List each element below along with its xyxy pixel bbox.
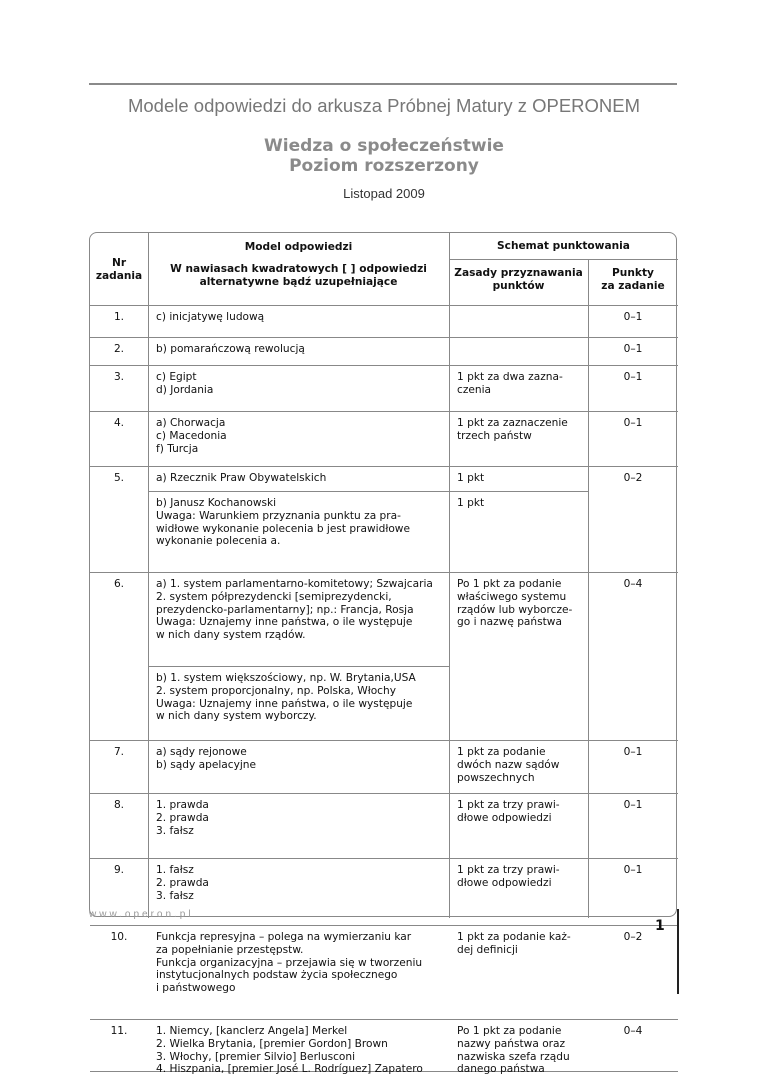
row-8-rule: 1 pkt za trzy prawi- dłowe odpowiedzi	[457, 799, 560, 824]
top-rule	[89, 83, 677, 85]
row-3-nr: 3.	[113, 371, 125, 383]
row-6-rule: Po 1 pkt za podanie właściwego systemu rządów lub wyborcze- go i nazwę państwa	[457, 578, 573, 629]
row-4-answer: a) Chorwacja c) Macedonia f) Turcja	[156, 417, 227, 455]
row-7-nr: 7.	[113, 746, 125, 758]
row-5-points: 0–2	[623, 472, 643, 484]
row-4-nr: 4.	[113, 417, 125, 429]
row-11-answer: 1. Niemcy, [kanclerz Angela] Merkel 2. Wielka Brytania, [premier Gordon] Brown 3. Włochy, [premier Silvio] Berlusconi 4. Hiszpania, [premier José L. Rodríguez] Zapatero	[156, 1025, 423, 1076]
row-8-nr: 8.	[113, 799, 125, 811]
row-7-points: 0–1	[623, 746, 643, 758]
row-5-nr: 5.	[113, 472, 125, 484]
divider	[449, 259, 678, 260]
row-9-nr: 9.	[113, 864, 125, 876]
row-3-rule: 1 pkt za dwa zazna- czenia	[457, 371, 563, 396]
row-10-nr: 10.	[110, 931, 128, 943]
row-3-points: 0–1	[623, 371, 643, 383]
row-9-answer: 1. fałsz 2. prawda 3. fałsz	[156, 864, 209, 902]
row-9-rule: 1 pkt za trzy prawi- dłowe odpowiedzi	[457, 864, 560, 889]
row-1-nr: 1.	[113, 311, 125, 323]
header-nr: Nr zadania	[95, 257, 143, 282]
row-11-points: 0–4	[623, 1025, 643, 1037]
row-7-rule: 1 pkt za podanie dwóch nazw sądów powszechnych	[457, 746, 560, 784]
row-9-points: 0–1	[623, 864, 643, 876]
row-4-rule: 1 pkt za zaznaczenie trzech państw	[457, 417, 568, 442]
header-points: Punkty za zadanie	[601, 267, 665, 292]
row-8-points: 0–1	[623, 799, 643, 811]
row-1-answer: c) inicjatywę ludową	[156, 311, 265, 323]
header-model-note: W nawiasach kwadratowych [ ] odpowiedzi alternatywne bądź uzupełniające	[170, 263, 427, 288]
document-date: Listopad 2009	[343, 186, 425, 201]
row-2-nr: 2.	[113, 343, 125, 355]
row-6b-answer: b) 1. system większościowy, np. W. Brytania,USA 2. system proporcjonalny, np. Polska, Włochy Uwaga: Uznajemy inne państwa, o ile występuje w nich dany system wyborczy.	[156, 672, 416, 723]
row-6-points: 0–4	[623, 578, 643, 590]
row-7-answer: a) sądy rejonowe b) sądy apelacyjne	[156, 746, 257, 771]
page-number: 1	[655, 918, 665, 934]
row-10-points: 0–2	[623, 931, 643, 943]
footer-url: www.operon.pl	[89, 909, 194, 920]
row-4-points: 0–1	[623, 417, 643, 429]
row-5b-rule: 1 pkt	[457, 497, 485, 509]
row-5b-answer: b) Janusz Kochanowski Uwaga: Warunkiem przyznania punktu za pra- widłowe wykonanie polecenia b jest prawidłowe wykonanie polecenia a.	[156, 497, 410, 548]
right-rule	[677, 909, 679, 994]
document-title: Modele odpowiedzi do arkusza Próbnej Matury z OPERONEM	[127, 95, 641, 116]
subject-title: Wiedza o społeczeństwie	[264, 136, 504, 156]
row-1-points: 0–1	[623, 311, 643, 323]
row-11-rule: Po 1 pkt za podanie nazwy państwa oraz nazwiska szefa rządu danego państwa	[457, 1025, 570, 1076]
header-rules: Zasady przyznawania punktów	[454, 267, 583, 292]
row-11-nr: 11.	[110, 1025, 128, 1037]
answer-table	[89, 232, 677, 1076]
row-6a-answer: a) 1. system parlamentarno-komitetowy; Szwajcaria 2. system półprezydencki [semiprezydencki, prezydencko-parlamentarny]; np.: Francja, Rosja Uwaga: Uznajemy inne państwa, o ile występuje w nich dany system rządów.	[156, 578, 433, 642]
row-2-answer: b) pomarańczową rewolucją	[156, 343, 305, 355]
row-3-answer: c) Egipt d) Jordania	[156, 371, 214, 396]
row-5a-rule: 1 pkt	[457, 472, 485, 484]
row-6-nr: 6.	[113, 578, 125, 590]
row-2-points: 0–1	[623, 343, 643, 355]
row-10-answer: Funkcja represyjna – polega na wymierzaniu kar za popełnianie przestępstw. Funkcja organizacyjna – przejawia się w tworzeniu instytucjonalnych podstaw życia społecznego i państwowego	[156, 931, 423, 995]
row-10-rule: 1 pkt za podanie każ- dej definicji	[457, 931, 571, 956]
row-8-answer: 1. prawda 2. prawda 3. fałsz	[156, 799, 209, 837]
level-title: Poziom rozszerzony	[289, 156, 479, 176]
header-model: Model odpowiedzi	[244, 240, 353, 253]
row-5a-answer: a) Rzecznik Praw Obywatelskich	[156, 472, 327, 484]
header-schema: Schemat punktowania	[497, 239, 630, 252]
